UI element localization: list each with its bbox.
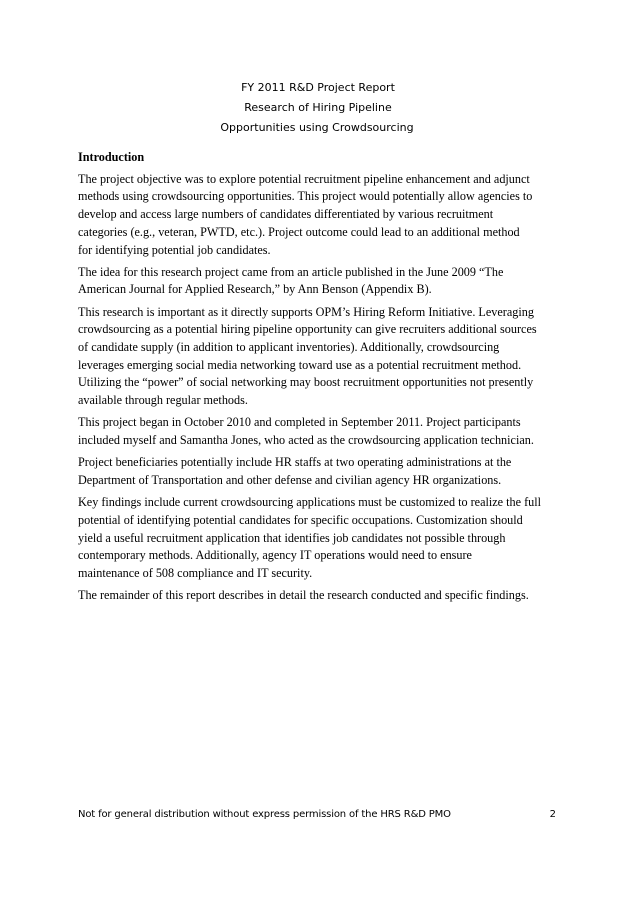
paragraph-line: for identifying potential job candidates. (78, 242, 271, 257)
paragraph-line: Department of Transportation and other defense and civilian agency HR organizations. (78, 472, 502, 487)
paragraph-line: maintenance of 508 compliance and IT security. (78, 565, 313, 580)
section-heading: Introduction (78, 150, 145, 164)
page-number: 2 (549, 809, 556, 820)
paragraph-importance (78, 304, 563, 410)
paragraph-line: categories (e.g., veteran, PWTD, etc.). Project outcome could lead to an additional method (78, 224, 520, 239)
paragraph-line: The remainder of this report describes in detail the research conducted and specific findings. (78, 588, 529, 603)
paragraph-line: Utilizing the “power” of social networking may boost recruitment opportunities not presently (78, 375, 534, 390)
paragraph-line: This project began in October 2010 and completed in September 2011. Project participants (78, 415, 521, 430)
paragraph-line: Key findings include current crowdsourcing applications must be customized to realize the full (78, 495, 541, 510)
paragraph-line: develop and access large numbers of candidates differentiated by various recruitment (78, 207, 494, 222)
report-body (78, 149, 563, 609)
report-title-line-1: FY 2011 R&D Project Report (241, 81, 395, 94)
paragraph-objective (78, 171, 563, 260)
paragraph-idea-source (78, 264, 563, 299)
report-title-line-2: Research of Hiring Pipeline (244, 101, 392, 114)
footer-distribution-notice: Not for general distribution without express permission of the HRS R&D PMO (78, 809, 451, 820)
paragraph-line: leverages emerging social media networking toward use as a potential recruitment method. (78, 357, 522, 372)
paragraph-line: American Journal for Applied Research,” by Ann Benson (Appendix B). (78, 282, 432, 297)
paragraph-line: of candidate supply (in addition to applicant inventories). Additionally, crowdsourcing (78, 340, 500, 355)
report-title-line-3: Opportunities using Crowdsourcing (220, 121, 414, 134)
paragraph-line: This research is important as it directly supports OPM’s Hiring Reform Initiative. Leveraging (78, 304, 534, 319)
paragraph-timeline (78, 414, 563, 449)
paragraph-line: contemporary methods. Additionally, agency IT operations would need to ensure (78, 548, 472, 563)
paragraph-line: methods using crowdsourcing opportunities. This project would potentially allow agencies to (78, 189, 533, 204)
paragraph-line: potential of identifying potential candidates for specific occupations. Customization should (78, 512, 523, 527)
paragraph-remainder (78, 587, 563, 605)
paragraph-line: The idea for this research project came from an article published in the June 2009 “The (78, 264, 504, 279)
paragraph-line: crowdsourcing as a potential hiring pipeline opportunity can give recruiters additional sources (78, 322, 537, 337)
report-title-block (0, 78, 638, 138)
paragraph-line: included myself and Samantha Jones, who acted as the crowdsourcing application technician. (78, 433, 534, 448)
paragraph-beneficiaries (78, 454, 563, 489)
paragraph-line: available through regular methods. (78, 393, 248, 408)
paragraph-line: yield a useful recruitment application that identifies job candidates not possible through (78, 530, 506, 545)
paragraph-line: The project objective was to explore potential recruitment pipeline enhancement and adjunct (78, 171, 530, 186)
paragraph-key-findings (78, 494, 563, 583)
paragraph-line: Project beneficiaries potentially include HR staffs at two operating administrations at the (78, 455, 512, 470)
